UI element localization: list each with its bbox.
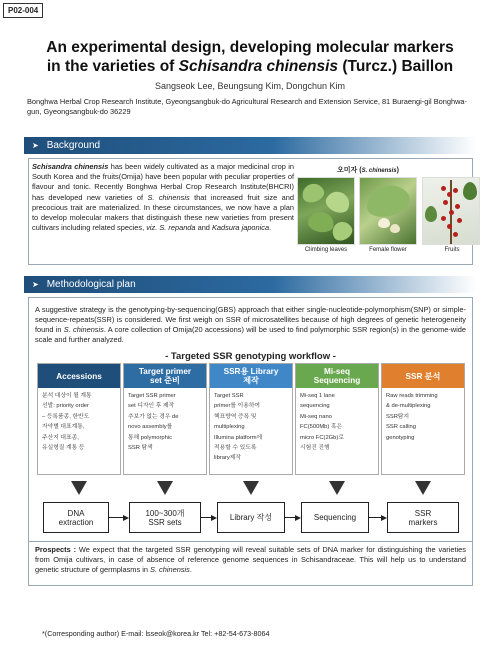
output-line: DNA — [67, 508, 85, 518]
plan-text-part: A suggestive strategy is the genotyping-by-sequencing(GBS) approach that either single-nucleotide-polymorphism(SNP) or simple-sequence-repeats(SSR) is considered. We first weigh on SSR of microsatellites because of high degrees of genetic heterogeneity found in — [35, 305, 466, 334]
step-line: novo assembly를 — [128, 424, 173, 431]
output-dna-extraction — [43, 502, 109, 533]
poster-id: P02-004 — [3, 3, 43, 18]
down-arrow-icon — [71, 481, 87, 495]
species-abbrev: S. chinensis — [147, 192, 190, 202]
output-line: extraction — [58, 517, 94, 527]
chevron-right-icon: ➤ — [32, 280, 39, 289]
step-line: 추보가 없는 경우 de — [128, 413, 179, 420]
background-text-part: and — [195, 223, 212, 233]
step-header — [124, 364, 206, 388]
step-subtitle: Sequencing — [313, 376, 361, 385]
output-ssr-markers — [387, 502, 459, 533]
caption-leaves: Climbing leaves — [304, 247, 348, 253]
title-prefix: in the varieties of — [46, 58, 179, 75]
plan-species: S. chinensis — [63, 325, 104, 334]
output-line: 100~300개 — [145, 508, 185, 518]
step-title: Target primer — [138, 367, 192, 376]
plan-heading: Methodological plan — [46, 279, 136, 290]
background-text — [32, 162, 294, 233]
step-line: 분석 대상이 될 계통 — [42, 393, 92, 399]
step-line: SSR 탐색 — [128, 445, 153, 452]
background-section-header — [24, 137, 476, 154]
fruits-photo — [422, 177, 480, 245]
output-sequencing — [301, 502, 369, 533]
title-line-1: An experimental design, developing molecular markers — [46, 39, 454, 56]
prospects-species: S. chinensis — [150, 565, 190, 574]
step-title: SSR 분석 — [405, 371, 441, 381]
background-heading: Background — [46, 140, 101, 151]
plan-section-header — [24, 276, 476, 293]
step-line: 적용할 수 있도록 — [214, 445, 257, 452]
step-title: Mi-seq — [324, 367, 350, 376]
step-header — [38, 364, 120, 388]
step-line: genotyping — [386, 434, 415, 441]
affiliation: Bonghwa Herbal Crop Research Institute, Gyeongsangbuk-do Agricultural Research and Extension Service, 81 Buraengi-gil Bonghwa-gun, Gyeongsangbuk-do 36229 — [27, 97, 467, 116]
corresponding-author: *(Corresponding author) E-mail: lsseok@korea.kr Tel: +82-54-673-8064 — [42, 629, 270, 638]
step-line: sequencing — [300, 403, 330, 410]
title-species: Schisandra chinensis — [178, 58, 339, 75]
chevron-right-icon: ➤ — [32, 141, 39, 150]
output-line: SSR — [414, 508, 432, 518]
output-label — [409, 509, 438, 527]
workflow-step-sequencing — [295, 363, 379, 475]
prospects-label: Prospects — [35, 545, 71, 554]
step-line: 선발: priority order — [42, 403, 89, 410]
step-body — [382, 388, 464, 446]
caption-flower: Female flower — [369, 247, 407, 253]
step-line: – 등록품종, 한반도 — [42, 413, 90, 420]
workflow-step-ssr-analysis — [381, 363, 465, 475]
title-suffix: (Turcz.) Baillon — [338, 58, 454, 75]
step-line: Illumina platform에 — [214, 434, 263, 441]
species-name: Schisandra chinensis — [32, 162, 109, 171]
output-label — [145, 509, 184, 527]
step-body — [124, 388, 206, 456]
step-line: SSR탐지 — [386, 413, 410, 420]
output-label — [59, 509, 94, 527]
prospects-text — [35, 545, 466, 575]
species-kadsura: Kadsura japonica — [211, 223, 270, 233]
prospects-colon: : — [70, 545, 79, 554]
step-line: 시험진 진행 — [300, 445, 330, 452]
background-text-part: has been widely cultivated as a major medicinal crop in South Korea and the fruits(Omija) have been popular with peculiar properties of flavour and tonic. Recently Bonghwa Herbal Crop Research Institute(BHCRI) has developed new varieties of — [32, 162, 294, 202]
prospects-end: . — [189, 565, 192, 574]
step-subtitle: set 준비 — [150, 376, 180, 385]
authors: Sangseok Lee, Beungsung Kim, Dongchun Kim — [154, 81, 346, 91]
photo-title-sci: S. chinensis — [361, 168, 397, 174]
right-arrow-icon — [369, 515, 387, 520]
step-line: micro FC(2Gb)로 — [300, 434, 344, 441]
divider — [29, 541, 472, 542]
down-arrow-icon — [415, 481, 431, 495]
step-line: Raw reads trimming — [386, 393, 438, 399]
photo-title-kr: 오미자 ( — [337, 167, 362, 174]
step-line: library제작 — [214, 455, 241, 462]
output-line: markers — [408, 517, 438, 527]
background-text-part: that increased fruit size and precocious trait are materialized. In these circumstances, we now have a plan to develop molecular makers that distinguish these new varieties from present cultivars including related species, — [32, 192, 294, 233]
plan-box — [28, 297, 473, 586]
plan-text-part: . A core collection of Omija(20 accessions) will be used to find polymorphic SSR region(s) in the genome-wide scale and further analyzed. — [35, 325, 466, 344]
output-line: Sequencing — [313, 513, 357, 522]
female-flower-photo — [359, 177, 417, 245]
background-text-part: . — [269, 223, 272, 233]
background-box — [28, 158, 473, 265]
step-body — [38, 388, 120, 456]
prospects-body: We expect that the targeted SSR genotyping will reveal suitable sets of DNA marker for distinguishing the varieties from Omija cultivars, in case of absence of reference genome sequences in Schisandraceae. This will help us to understand genetic structure of germplasms in — [35, 545, 466, 574]
workflow-title: - Targeted SSR genotyping workflow - — [165, 351, 336, 362]
right-arrow-icon — [201, 515, 217, 520]
step-line: 통해 polymorphic — [128, 434, 173, 441]
step-line: 주산지 대표종, — [42, 434, 79, 441]
output-library — [217, 502, 285, 533]
poster-title — [20, 38, 480, 76]
viz-text: viz. — [146, 223, 158, 233]
caption-fruits: Fruits — [444, 247, 460, 253]
step-line: Target SSR primer — [128, 393, 176, 399]
step-line: & de-multiplexing — [386, 403, 431, 410]
workflow-step-accessions — [37, 363, 121, 475]
output-label — [314, 513, 356, 522]
step-subtitle: 제작 — [243, 376, 259, 385]
workflow-step-library — [209, 363, 293, 475]
climbing-leaves-photo — [297, 177, 355, 245]
step-line: set 디자인 후 제작 — [128, 403, 175, 410]
step-body — [210, 388, 292, 467]
right-arrow-icon — [285, 515, 301, 520]
down-arrow-icon — [329, 481, 345, 495]
down-arrow-icon — [243, 481, 259, 495]
step-line: Mi-seq 1 lane — [300, 393, 335, 399]
workflow-step-primer — [123, 363, 207, 475]
title-line-2 — [20, 57, 480, 76]
step-line: 핵표방역 증폭 및 — [214, 413, 257, 420]
photo-title — [337, 165, 399, 175]
output-label — [230, 513, 272, 522]
step-body — [296, 388, 378, 456]
output-ssr-sets — [129, 502, 201, 533]
step-header — [382, 364, 464, 388]
step-line: 유실형질 계통 등 — [42, 445, 85, 452]
step-line: SSR calling — [386, 424, 416, 431]
step-line: multiplexing — [214, 424, 245, 431]
species-repanda: S. repanda — [159, 223, 196, 233]
step-title: Accessions — [56, 371, 102, 381]
step-title: SSR용 Library — [223, 367, 279, 376]
down-arrow-icon — [157, 481, 173, 495]
right-arrow-icon — [109, 515, 129, 520]
step-line: FC(500Mb) 혹은 — [300, 424, 343, 431]
step-line: Mi-seq nano — [300, 413, 332, 420]
output-line: SSR sets — [148, 517, 182, 527]
step-line: primer를 이용하여 — [214, 403, 261, 410]
step-line: Target SSR — [214, 393, 244, 399]
photo-title-end: ) — [396, 167, 399, 174]
step-header — [210, 364, 292, 388]
output-line: Library 작성 — [229, 513, 273, 522]
step-line: 자약별 대표계통, — [42, 424, 85, 431]
plan-text — [35, 305, 466, 345]
step-header — [296, 364, 378, 388]
